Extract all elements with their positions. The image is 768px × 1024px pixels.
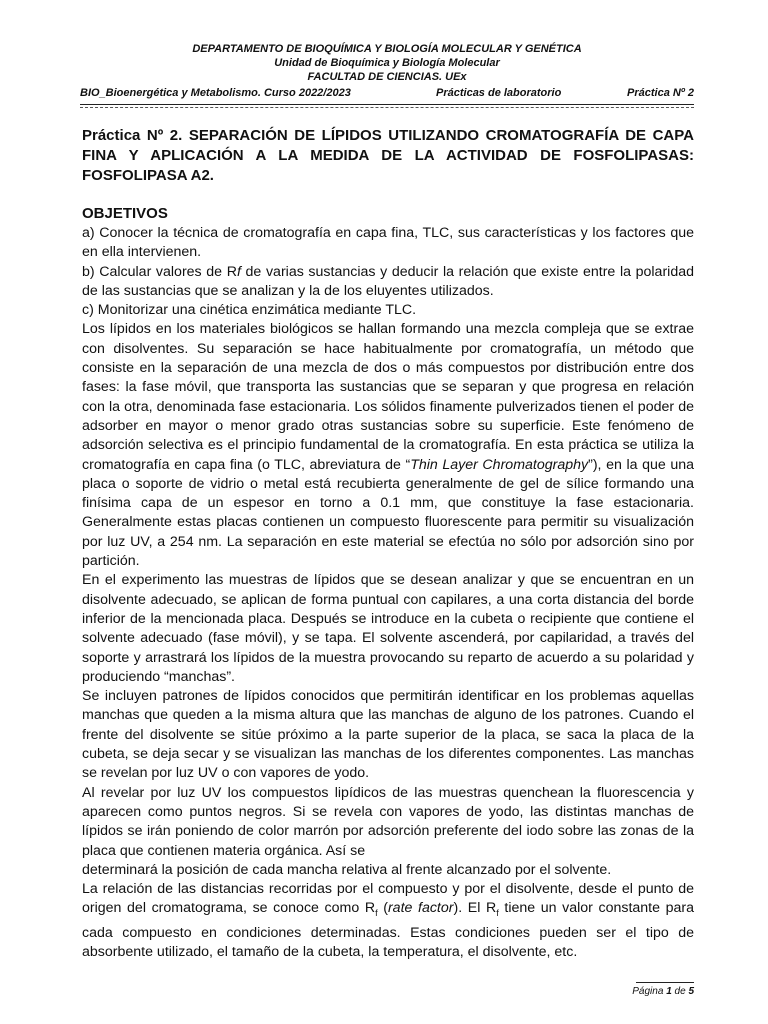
objective-b [82, 263, 694, 302]
current-page: 1 [666, 986, 672, 997]
paragraph-4: Al revelar por luz UV los compuestos lipídicos de las muestras quenchean la fluorescencia y aparecen como puntos negros. Si se revela con vapores de yodo, las distintas manchas de lípidos se irán poniendo de color marrón por adsorción preferente del iodo sobre las zonas de la placa que contienen materia orgánica. Así se [82, 784, 694, 859]
objective-a: a) Conocer la técnica de cromatografía en capa fina, TLC, sus características y los factores que en ella intervienen. [82, 225, 694, 261]
unit-name: Unidad de Bioquímica y Biología Molecular [274, 57, 500, 69]
objective-b-text: b) Calcular valores de R [82, 263, 237, 280]
page-header [80, 42, 694, 84]
paragraph-2: En el experimento las muestras de lípidos que se desean analizar y que se encuentran en un disolvente adecuado, se aplican de forma puntual con capilares, a una corta distancia del borde inferior de la mencionada placa. Después se introduce en la cubeta o recipiente que contiene el solvente adecuado (fase móvil), y se tapa. El solvente ascenderá, por capilaridad, a través del soporte y arrastrará los lípidos de la muestra provocando su reparto de acuerdo a su polaridad y produciendo “manchas”. [82, 572, 694, 685]
header-rule-dashed [80, 107, 694, 108]
paragraph-1-text-rest: ”), en la que una placa o soporte de vidrio o metal está recubierta generalmente de gel de sílice formando una finísima capa de un espesor en torno a 0.1 mm, que constituye la fase estacionaria. Generalmente estas placas contienen un compuesto fluorescente para permitir su visualización por luz UV, a 254 nm. La separación en este material se efectúa no sólo por adsorción sino por partición. [82, 456, 694, 570]
tlc-term: Thin Layer Chromatography [410, 456, 589, 473]
paragraph-1 [82, 320, 694, 571]
objetivos-heading: OBJETIVOS [82, 205, 168, 222]
page-word: Página [632, 986, 664, 997]
total-pages: 5 [688, 986, 694, 997]
paragraph-6-text: La relación de las distancias recorridas por el compuesto y por el disolvente, desde el punto de origen del cromatograma, se conoce como R [82, 881, 694, 917]
paragraph-6 [82, 880, 694, 962]
of-word: de [674, 986, 686, 997]
practica-number: Práctica Nº 2 [627, 87, 694, 99]
header-rule [80, 104, 694, 105]
faculty-name: FACULTAD DE CIENCIAS. UEx [307, 71, 467, 83]
page-number [632, 985, 694, 998]
paragraph-3: Se incluyen patrones de lípidos conocidos que permitirán identificar en los problemas aquellas manchas que queden a la misma altura que las manchas de alguno de los patrones. Cuando el frente del disolvente se sitúe próximo a la parte superior de la placa, se saca la placa de la cubeta, se deja secar y se visualizan las manchas de los diferentes componentes. Las manchas se revelan por luz UV o con vapores de yodo. [82, 688, 694, 782]
department-name: DEPARTAMENTO DE BIOQUÍMICA Y BIOLOGÍA MOLECULAR Y GENÉTICA [192, 43, 582, 55]
rf-sub-1: f [375, 908, 378, 919]
objective-b-text-rest: de varias sustancias y deducir la relación que existe entre la polaridad de las sustancias que se analizan y la de los eluyentes utilizados. [82, 263, 694, 299]
paragraph-5: determinará la posición de cada mancha relativa al frente alcanzado por el solvente. [82, 861, 612, 878]
body-text [82, 224, 694, 962]
page-title: Práctica Nº 2. SEPARACIÓN DE LÍPIDOS UTILIZANDO CROMATOGRAFÍA DE CAPA FINA Y APLICACIÓN A LA MEDIDA DE LA ACTIVIDAD DE FOSFOLIPASAS: FOSFOLIPASA A2. [82, 127, 694, 184]
rf-subscript: f [236, 263, 241, 280]
paragraph-1-text: Los lípidos en los materiales biológicos se hallan formando una mezcla compleja que se extrae con disolventes. Su separación se hace habitualmente por cromatografía, un método que consiste en la separación de una mezcla de dos o más compuestos por distribución entre dos fases: la fase móvil, que transporta las sustancias que se separan y que progresa en relación con la otra, denominada fase estacionaria. Los sólidos finamente pulverizados tienen el poder de adsorber en mayor o menor grado otras sustancias sobre su superficie. Este fenómeno de adsorción selectiva es el principio fundamental de la cromatografía. En esta práctica se utiliza la cromatografía en capa fina (o TLC, abreviatura de “ [82, 321, 694, 473]
rate-factor-term: rate factor [387, 900, 454, 917]
footer-rule [636, 982, 694, 983]
rf-sub-2: f [496, 908, 499, 919]
paragraph-6-text-d: tiene un valor constante para cada compuesto en condiciones determinadas. Estas condiciones pueden ser el tipo de absorbente utilizado, el tamaño de la cubeta, la temperatura, el disolvente, etc. [82, 900, 695, 960]
course-name: BIO_Bioenergética y Metabolismo. Curso 2022/2023 [80, 87, 351, 99]
paragraph-6-text-b: ( [377, 900, 388, 917]
paragraph-6-text-c: ). El R [453, 900, 497, 917]
practicas-label: Prácticas de laboratorio [436, 87, 562, 99]
objective-c: c) Monitorizar una cinética enzimática mediante TLC. [82, 302, 417, 319]
